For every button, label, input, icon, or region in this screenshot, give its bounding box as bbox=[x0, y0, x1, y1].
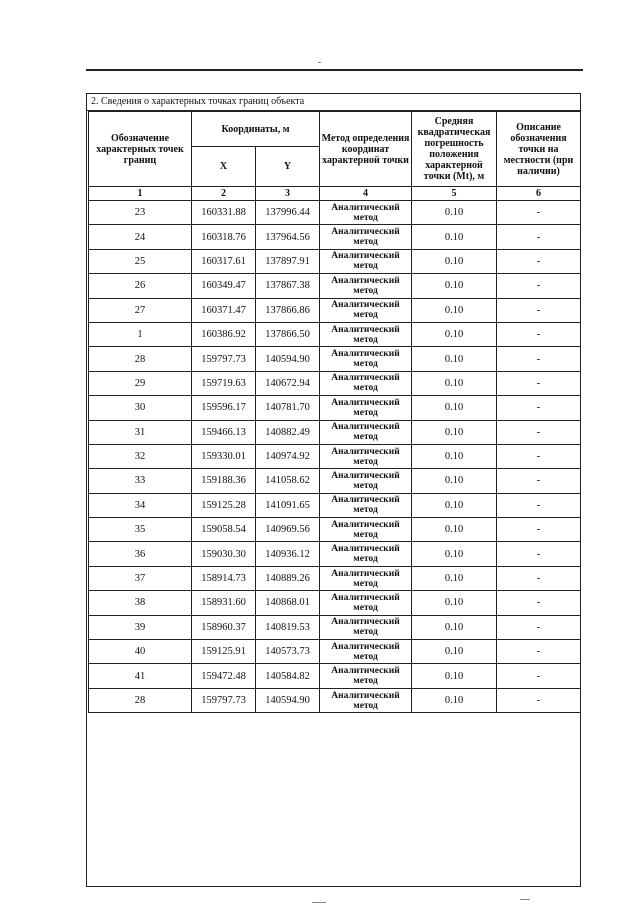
x-coordinate-cell: 159596.17 bbox=[192, 396, 256, 420]
y-coordinate-cell: 137866.50 bbox=[256, 322, 320, 346]
error-cell: 0.10 bbox=[412, 664, 497, 688]
description-cell: - bbox=[497, 322, 581, 346]
table-body bbox=[89, 201, 581, 713]
table-row bbox=[89, 201, 581, 225]
error-cell: 0.10 bbox=[412, 615, 497, 639]
x-coordinate-cell: 159472.48 bbox=[192, 664, 256, 688]
y-coordinate-cell: 140819.53 bbox=[256, 615, 320, 639]
error-cell: 0.10 bbox=[412, 249, 497, 273]
description-cell: - bbox=[497, 420, 581, 444]
description-cell: - bbox=[497, 469, 581, 493]
method-cell: Аналитический метод bbox=[320, 469, 412, 493]
description-cell: - bbox=[497, 591, 581, 615]
description-cell: - bbox=[497, 444, 581, 468]
point-cell: 28 bbox=[89, 688, 192, 712]
header-y: Y bbox=[256, 147, 320, 187]
method-cell: Аналитический метод bbox=[320, 225, 412, 249]
header-point-designation: Обозначение характерных точек границ bbox=[89, 112, 192, 187]
error-cell: 0.10 bbox=[412, 688, 497, 712]
table-row bbox=[89, 518, 581, 542]
x-coordinate-cell: 159125.28 bbox=[192, 493, 256, 517]
column-number: 6 bbox=[497, 187, 581, 201]
table-row bbox=[89, 225, 581, 249]
x-coordinate-cell: 160331.88 bbox=[192, 201, 256, 225]
error-cell: 0.10 bbox=[412, 518, 497, 542]
y-coordinate-cell: 140594.90 bbox=[256, 347, 320, 371]
column-number: 4 bbox=[320, 187, 412, 201]
header-description: Описание обозначения точки на местности (при наличии) bbox=[497, 112, 581, 187]
error-cell: 0.10 bbox=[412, 347, 497, 371]
y-coordinate-cell: 140573.73 bbox=[256, 640, 320, 664]
point-cell: 31 bbox=[89, 420, 192, 444]
table-row bbox=[89, 688, 581, 712]
document-frame bbox=[86, 93, 581, 887]
y-coordinate-cell: 137964.56 bbox=[256, 225, 320, 249]
table-row bbox=[89, 322, 581, 346]
method-cell: Аналитический метод bbox=[320, 298, 412, 322]
y-coordinate-cell: 137897.91 bbox=[256, 249, 320, 273]
x-coordinate-cell: 158960.37 bbox=[192, 615, 256, 639]
table-row bbox=[89, 249, 581, 273]
table-row bbox=[89, 420, 581, 444]
description-cell: - bbox=[497, 688, 581, 712]
description-cell: - bbox=[497, 615, 581, 639]
method-cell: Аналитический метод bbox=[320, 640, 412, 664]
y-coordinate-cell: 140594.90 bbox=[256, 688, 320, 712]
error-cell: 0.10 bbox=[412, 591, 497, 615]
header-x: X bbox=[192, 147, 256, 187]
method-cell: Аналитический метод bbox=[320, 493, 412, 517]
method-cell: Аналитический метод bbox=[320, 249, 412, 273]
x-coordinate-cell: 159188.36 bbox=[192, 469, 256, 493]
method-cell: Аналитический метод bbox=[320, 664, 412, 688]
table-row bbox=[89, 298, 581, 322]
method-cell: Аналитический метод bbox=[320, 371, 412, 395]
error-cell: 0.10 bbox=[412, 201, 497, 225]
description-cell: - bbox=[497, 518, 581, 542]
y-coordinate-cell: 140672.94 bbox=[256, 371, 320, 395]
x-coordinate-cell: 158914.73 bbox=[192, 566, 256, 590]
point-cell: 38 bbox=[89, 591, 192, 615]
x-coordinate-cell: 159719.63 bbox=[192, 371, 256, 395]
y-coordinate-cell: 140882.49 bbox=[256, 420, 320, 444]
column-number: 2 bbox=[192, 187, 256, 201]
y-coordinate-cell: 140974.92 bbox=[256, 444, 320, 468]
point-cell: 23 bbox=[89, 201, 192, 225]
x-coordinate-cell: 160371.47 bbox=[192, 298, 256, 322]
description-cell: - bbox=[497, 274, 581, 298]
description-cell: - bbox=[497, 249, 581, 273]
error-cell: 0.10 bbox=[412, 469, 497, 493]
header-row-1 bbox=[89, 112, 581, 147]
description-cell: - bbox=[497, 493, 581, 517]
header-method: Метод определения координат характерной точки bbox=[320, 112, 412, 187]
y-coordinate-cell: 140936.12 bbox=[256, 542, 320, 566]
table-row bbox=[89, 493, 581, 517]
table-row bbox=[89, 542, 581, 566]
table-row bbox=[89, 640, 581, 664]
error-cell: 0.10 bbox=[412, 640, 497, 664]
description-cell: - bbox=[497, 566, 581, 590]
description-cell: - bbox=[497, 664, 581, 688]
point-cell: 26 bbox=[89, 274, 192, 298]
point-cell: 24 bbox=[89, 225, 192, 249]
method-cell: Аналитический метод bbox=[320, 347, 412, 371]
y-coordinate-cell: 137867.38 bbox=[256, 274, 320, 298]
error-cell: 0.10 bbox=[412, 322, 497, 346]
x-coordinate-cell: 159125.91 bbox=[192, 640, 256, 664]
x-coordinate-cell: 159058.54 bbox=[192, 518, 256, 542]
point-cell: 30 bbox=[89, 396, 192, 420]
description-cell: - bbox=[497, 347, 581, 371]
table-row bbox=[89, 396, 581, 420]
table-row bbox=[89, 347, 581, 371]
description-cell: - bbox=[497, 225, 581, 249]
header-coordinates: Координаты, м bbox=[192, 112, 320, 147]
y-coordinate-cell: 141058.62 bbox=[256, 469, 320, 493]
y-coordinate-cell: 140868.01 bbox=[256, 591, 320, 615]
point-cell: 34 bbox=[89, 493, 192, 517]
error-cell: 0.10 bbox=[412, 371, 497, 395]
table-row bbox=[89, 664, 581, 688]
point-cell: 28 bbox=[89, 347, 192, 371]
table-row bbox=[89, 566, 581, 590]
point-cell: 37 bbox=[89, 566, 192, 590]
error-cell: 0.10 bbox=[412, 566, 497, 590]
point-cell: 25 bbox=[89, 249, 192, 273]
x-coordinate-cell: 160386.92 bbox=[192, 322, 256, 346]
method-cell: Аналитический метод bbox=[320, 420, 412, 444]
point-cell: 39 bbox=[89, 615, 192, 639]
error-cell: 0.10 bbox=[412, 396, 497, 420]
top-rule bbox=[86, 69, 583, 71]
description-cell: - bbox=[497, 542, 581, 566]
point-cell: 29 bbox=[89, 371, 192, 395]
error-cell: 0.10 bbox=[412, 542, 497, 566]
method-cell: Аналитический метод bbox=[320, 201, 412, 225]
section-title: 2. Сведения о характерных точках границ объекта bbox=[87, 94, 580, 111]
error-cell: 0.10 bbox=[412, 493, 497, 517]
column-number: 3 bbox=[256, 187, 320, 201]
y-coordinate-cell: 140584.82 bbox=[256, 664, 320, 688]
column-number: 1 bbox=[89, 187, 192, 201]
point-cell: 33 bbox=[89, 469, 192, 493]
y-coordinate-cell: 141091.65 bbox=[256, 493, 320, 517]
scan-speck bbox=[520, 899, 530, 900]
method-cell: Аналитический метод bbox=[320, 591, 412, 615]
y-coordinate-cell: 140969.56 bbox=[256, 518, 320, 542]
point-cell: 1 bbox=[89, 322, 192, 346]
method-cell: Аналитический метод bbox=[320, 322, 412, 346]
x-coordinate-cell: 160317.61 bbox=[192, 249, 256, 273]
error-cell: 0.10 bbox=[412, 274, 497, 298]
scan-speck bbox=[312, 902, 326, 903]
scan-speck bbox=[318, 62, 321, 63]
description-cell: - bbox=[497, 640, 581, 664]
y-coordinate-cell: 137866.86 bbox=[256, 298, 320, 322]
error-cell: 0.10 bbox=[412, 298, 497, 322]
x-coordinate-cell: 160349.47 bbox=[192, 274, 256, 298]
header-error: Средняя квадратическая погрешность положения характерной точки (Mt), м bbox=[412, 112, 497, 187]
x-coordinate-cell: 159330.01 bbox=[192, 444, 256, 468]
x-coordinate-cell: 159466.13 bbox=[192, 420, 256, 444]
method-cell: Аналитический метод bbox=[320, 444, 412, 468]
method-cell: Аналитический метод bbox=[320, 566, 412, 590]
table-row bbox=[89, 469, 581, 493]
point-cell: 35 bbox=[89, 518, 192, 542]
method-cell: Аналитический метод bbox=[320, 615, 412, 639]
method-cell: Аналитический метод bbox=[320, 274, 412, 298]
table-row bbox=[89, 615, 581, 639]
point-cell: 32 bbox=[89, 444, 192, 468]
table-row bbox=[89, 591, 581, 615]
x-coordinate-cell: 159797.73 bbox=[192, 688, 256, 712]
boundary-points-table bbox=[88, 111, 581, 713]
error-cell: 0.10 bbox=[412, 225, 497, 249]
error-cell: 0.10 bbox=[412, 420, 497, 444]
y-coordinate-cell: 140889.26 bbox=[256, 566, 320, 590]
x-coordinate-cell: 159797.73 bbox=[192, 347, 256, 371]
x-coordinate-cell: 159030.30 bbox=[192, 542, 256, 566]
error-cell: 0.10 bbox=[412, 444, 497, 468]
method-cell: Аналитический метод bbox=[320, 518, 412, 542]
column-number-row bbox=[89, 187, 581, 201]
table-row bbox=[89, 274, 581, 298]
method-cell: Аналитический метод bbox=[320, 542, 412, 566]
y-coordinate-cell: 140781.70 bbox=[256, 396, 320, 420]
y-coordinate-cell: 137996.44 bbox=[256, 201, 320, 225]
column-number: 5 bbox=[412, 187, 497, 201]
table-row bbox=[89, 371, 581, 395]
table-row bbox=[89, 444, 581, 468]
method-cell: Аналитический метод bbox=[320, 688, 412, 712]
x-coordinate-cell: 160318.76 bbox=[192, 225, 256, 249]
point-cell: 41 bbox=[89, 664, 192, 688]
description-cell: - bbox=[497, 298, 581, 322]
x-coordinate-cell: 158931.60 bbox=[192, 591, 256, 615]
point-cell: 27 bbox=[89, 298, 192, 322]
point-cell: 36 bbox=[89, 542, 192, 566]
description-cell: - bbox=[497, 371, 581, 395]
point-cell: 40 bbox=[89, 640, 192, 664]
description-cell: - bbox=[497, 396, 581, 420]
method-cell: Аналитический метод bbox=[320, 396, 412, 420]
description-cell: - bbox=[497, 201, 581, 225]
